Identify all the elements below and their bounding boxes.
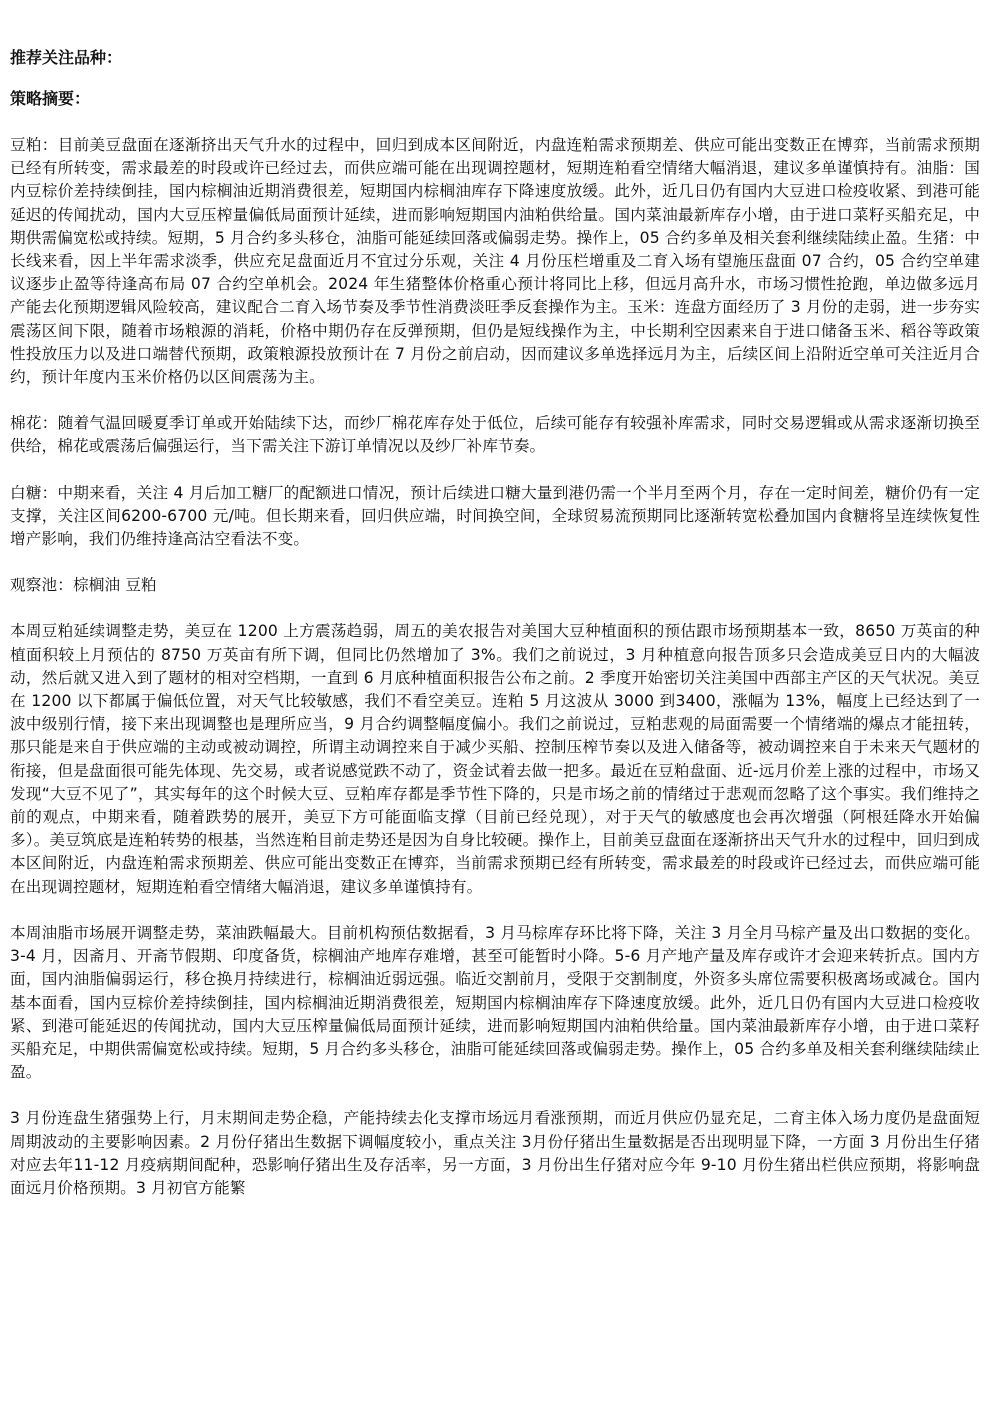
paragraph-cotton: 棉花：随着气温回暖夏季订单或开始陆续下达，而纱厂棉花库存处于低位，后续可能存有较强补库需求，同时交易逻辑或从需求逐渐切换至供给，棉花或震荡后偏强运行，当下需关注下游订单情况以及纱厂补库节奏。: [10, 414, 980, 456]
strategy-summary-heading: 策略摘要：: [10, 89, 91, 108]
paragraph-soymeal-oils-hogs-corn: 豆粕：目前美豆盘面在逐渐挤出天气升水的过程中，回归到成本区间附近，内盘连粕需求预期差、供应可能出变数正在博弈，当前需求预期已经有所转变，需求最差的时段或许已经过去，而供应端可能在出现调控题材，短期连粕看空情绪大幅消退，建议多单谨慎持有。油脂：国内豆棕价差持续倒挂，国内棕榈油近期消费很差，短期国内棕榈油库存下降速度放缓。此外，近几日仍有国内大豆进口检疫收紧、到港可能延迟的传闻扰动，国内大豆压榨量偏低局面预计延续，进而影响短期国内油粕供给量。国内菜油最新库存小增，由于进口菜籽买船充足，中期供需偏宽松或持续。短期，5 月合约多头移仓，油脂可能延续回落或偏弱走势。操作上，05 合约多单及相关套利继续陆续止盈。生猪：中长线来看，因上半年需求淡季，供应充足盘面近月不宜过分乐观，关注 4 月份压栏增重及二育入场有望施压盘面 07 合约，05 合约空单建议逐步止盈等待逢高布局 07 合约空单机会。2024 年生猪整体价格重心预计将同比上移，但远月高升水，市场习惯性抢跑，单边做多远月产能去化预期逻辑风险较高，建议配合二育入场节奏及季节性消费淡旺季反套操作为主。玉米：连盘方面经历了 3 月份的走弱，进一步夯实震荡区间下限，随着市场粮源的消耗，价格中期仍存在反弹预期，但仍是短线操作为主，中长期利空因素来自于进口储备玉米、稻谷等政策性投放压力以及进口端替代预期，政策粮源投放预计在 7 月份之前启动，因而建议多单选择远月为主，后续区间上沿附近空单可关注近月合约，预计年度内玉米价格仍以区间震荡为主。: [10, 136, 980, 387]
paragraph-hogs-weekly: 3 月份连盘生猪强势上行，月末期间走势企稳，产能持续去化支撑市场远月看涨预期，而近月供应仍显充足，二育主体入场力度仍是盘面短周期波动的主要影响因素。2 月份仔猪出生数据下调幅度较小，重点关注 3月份仔猪出生量数据是否出现明显下降，一方面 3 月份出生仔猪对应去年11-12 月疫病期间配种，恐影响仔猪出生及存活率，另一方面，3 月份出生仔猪对应今年 9-10 月份生猪出栏供应预期，将影响盘面远月价格预期。3 月初官方能繁: [10, 1109, 980, 1197]
paragraph-sugar: 白糖：中期来看，关注 4 月后加工糖厂的配额进口情况，预计后续进口糖大量到港仍需一个半月至两个月，存在一定时间差，糖价仍有一定支撑，关注区间6200-6700 元/吨。但长期来看，回归供应端，时间换空间，全球贸易流预期同比逐渐转宽松叠加国内食糖将呈连续恢复性增产影响，我们仍维持逢高沽空看法不变。: [10, 483, 980, 549]
document-page: [10, 46, 980, 1200]
paragraph-soymeal-weekly: 本周豆粕延续调整走势，美豆在 1200 上方震荡趋弱，周五的美农报告对美国大豆种植面积的预估跟市场预期基本一致，8650 万英亩的种植面积较上月预估的 8750 万英亩有所下调，但同比仍然增加了 3%。我们之前说过，3 月种植意向报告顶多只会造成美豆日内的大幅波动，然后就又进入到了题材的相对空档期，一直到 6 月底种植面积报告公布之前。2 季度开始密切关注美国中西部主产区的天气状况。美豆在 1200 以下都属于偏低位置，对天气比较敏感，我们不看空美豆。连粕 5 月这波从 3000 到3400，涨幅为 13%，幅度上已经达到了一波中级别行情，接下来出现调整也是理所应当，9 月合约调整幅度偏小。我们之前说过，豆粕悲观的局面需要一个情绪端的爆点才能扭转，那只能是来自于供应端的主动或被动调控，所谓主动调控来自于减少买船、控制压榨节奏以及进入储备等，被动调控来自于未来天气题材的衔接，但是盘面很可能先体现、先交易，或者说感觉跌不动了，资金试着去做一把多。最近在豆粕盘面、近-远月价差上涨的过程中，市场又发现“大豆不见了”，其实每年的这个时候大豆、豆粕库存都是季节性下降的，只是市场之前的情绪过于悲观而忽略了这个事实。我们维持之前的观点，中期来看，随着跌势的展开，美豆下方可能面临支撑（目前已经兑现），对于天气的敏感度也会再次增强（阿根廷降水开始偏多）。美豆筑底是连粕转势的根基，当然连粕目前走势还是因为自身比较硬。操作上，目前美豆盘面在逐渐挤出天气升水的过程中，回归到成本区间附近，内盘连粕需求预期差、供应可能出变数正在博弈，当前需求预期已经有所转变，需求最差的时段或许已经过去，而供应端可能在出现调控题材，短期连粕看空情绪大幅消退，建议多单谨慎持有。: [10, 622, 980, 896]
recommended-varieties-heading: 推荐关注品种：: [10, 48, 123, 67]
paragraph-oils-weekly: 本周油脂市场展开调整走势，菜油跌幅最大。目前机构预估数据看，3 月马棕库存环比将下降，关注 3 月全月马棕产量及出口数据的变化。3-4 月，因斋月、开斋节假期、印度备货，棕榈油产地库存难增，甚至可能暂时小降。5-6 月产地产量及库存或许才会迎来转折点。国内方面，国内油脂偏弱运行，移仓换月持续进行，棕榈油近弱远强。临近交割前月，受限于交割制度，外资多头席位需要积极离场或减仓。国内基本面看，国内豆棕价差持续倒挂，国内棕榈油近期消费很差，短期国内棕榈油库存下降速度放缓。此外，近几日仍有国内大豆进口检疫收紧、到港可能延迟的传闻扰动，国内大豆压榨量偏低局面预计延续，进而影响短期国内油粕供给量。国内菜油最新库存小增，由于进口菜籽买船充足，中期供需偏宽松或持续。短期，5 月合约多头移仓，油脂可能延续回落或偏弱走势。操作上，05 合约多单及相关套利继续陆续止盈。: [10, 923, 980, 1082]
paragraph-watchlist: 观察池：棕榈油 豆粕: [10, 576, 157, 595]
